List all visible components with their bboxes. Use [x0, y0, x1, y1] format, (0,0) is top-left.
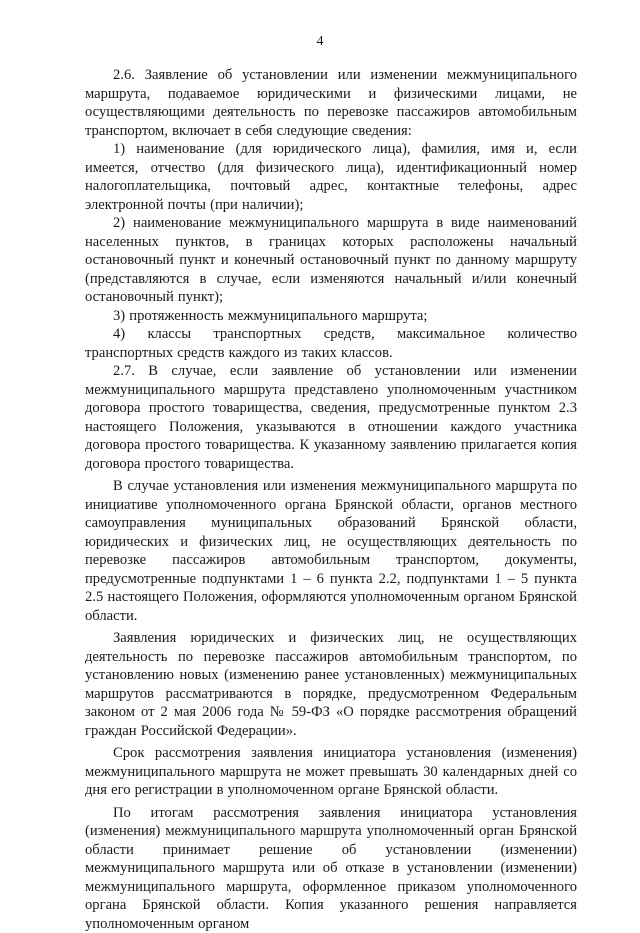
page-number: 4: [0, 34, 640, 50]
list-item-2: 2) наименование межмуниципального маршрута в виде наименований населенных пунктов, в границах которых расположены начальный остановочный пункт и конечный остановочный пункт по данному маршруту (представляются в случае, если изменяются начальный и/или конечный остановочный пункт);: [85, 214, 577, 307]
list-item-1: 1) наименование (для юридического лица), фамилия, имя и, если имеется, отчество (для физического лица), идентификационный номер налогоплательщика, почтовый адрес, контактные телефоны, адрес электронной почты (при наличии);: [85, 140, 577, 214]
paragraph-2-6: 2.6. Заявление об установлении или изменении межмуниципального маршрута, подаваемое юридическими и физическими лицами, не осуществляющими деятельность по перевозке пассажиров автомобильным транспортом, включает в себя следующие сведения:: [85, 66, 577, 140]
paragraph-2-7: 2.7. В случае, если заявление об установлении или изменении межмуниципального маршрута представлено уполномоченным участником договора простого товарищества, сведения, предусмотренные пунктом 2.3 настоящего Положения, указываются в отношении каждого участника договора простого товарищества. К указанному заявлению прилагается копия договора простого товарищества.: [85, 362, 577, 473]
document-body: [85, 66, 577, 933]
paragraph-decision: По итогам рассмотрения заявления инициатора установления (изменения) межмуниципального маршрута уполномоченный орган Брянской области принимает решение об установлении (изменении) межмуниципального маршрута или об отказе в установлении (изменении) межмуниципального маршрута, оформленное приказом уполномоченного органа Брянской области. Копия указанного решения направляется уполномоченным органом: [85, 804, 577, 933]
paragraph-deadline: Срок рассмотрения заявления инициатора установления (изменения) межмуниципального маршрута не может превышать 30 календарных дней со дня его регистрации в уполномоченном органе Брянской области.: [85, 744, 577, 800]
paragraph-initiative: В случае установления или изменения межмуниципального маршрута по инициативе уполномоченного органа Брянской области, органов местного самоуправления муниципальных образований Брянской области, юридических и физических лиц, не осуществляющих деятельность по перевозке пассажиров автомобильным транспортом, документы, предусмотренные подпунктами 1 – 6 пункта 2.2, подпунктами 1 – 5 пункта 2.5 настоящего Положения, оформляются уполномоченным органом Брянской области.: [85, 477, 577, 625]
list-item-4: 4) классы транспортных средств, максимальное количество транспортных средств каждого из таких классов.: [85, 325, 577, 362]
list-item-3: 3) протяженность межмуниципального маршрута;: [85, 307, 577, 326]
paragraph-applications: Заявления юридических и физических лиц, не осуществляющих деятельность по перевозке пассажиров автомобильным транспортом, по установлению новых (изменению ранее установленных) межмуниципальных маршрутов рассматриваются в порядке, предусмотренном Федеральным законом от 2 мая 2006 года № 59-ФЗ «О порядке рассмотрения обращений граждан Российской Федерации».: [85, 629, 577, 740]
